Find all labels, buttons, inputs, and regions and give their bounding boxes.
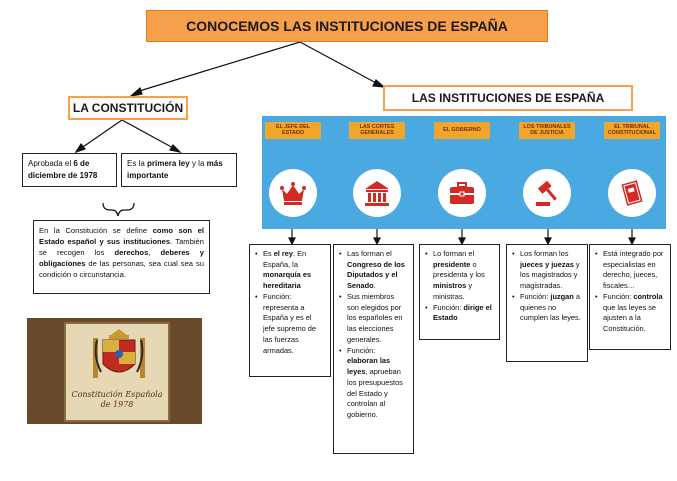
gobierno-description: • Lo forman el presidente o presidenta y los ministros y ministras. • Función: dirige el Estado bbox=[419, 244, 500, 340]
jefe-estado-description: • Es el rey. En España, la monarquía es hereditaria • Función: representa a España y es el jefe supremo de las fuerzas armadas. bbox=[249, 244, 331, 377]
parliament-icon bbox=[353, 169, 401, 217]
page-title: CONOCEMOS LAS INSTITUCIONES DE ESPAÑA bbox=[146, 10, 548, 42]
constitucion-date-box: Aprobada el 6 de diciembre de 1978 bbox=[22, 153, 117, 187]
gavel-icon bbox=[523, 169, 571, 217]
label-gobierno: EL GOBIERNO bbox=[434, 122, 490, 139]
coat-of-arms-icon bbox=[89, 326, 149, 388]
book-icon bbox=[608, 169, 656, 217]
crown-icon bbox=[269, 169, 317, 217]
label-jefe-estado: EL JEFE DEL ESTADO bbox=[265, 122, 321, 139]
photo-caption: Constitución Española de 1978 bbox=[71, 390, 163, 409]
tribunal-constitucional-description: • Está integrado por especialistas en derecho, jueces, fiscales… • Función: controla que las leyes se ajusten a la Constitución. bbox=[589, 244, 671, 350]
constitucion-rank-box: Es la primera ley y la más importante bbox=[121, 153, 237, 187]
cortes-description: • Las forman el Congreso de los Diputados y el Senado. • Sus miembros son elegidos por los españoles en las elecciones generales. • Función: elaboran las leyes, aprueban los presupuestos del Estado y controlan al gobierno. bbox=[333, 244, 414, 454]
label-cortes-generales: LAS CORTES GENERALES bbox=[349, 122, 405, 139]
constitucion-description: En la Constitución se define como son el Estado español y sus instituciones. También se recogen los derechos, deberes y obligaciones de las personas, sea cual sea su condición o circunstancia. bbox=[33, 220, 210, 294]
institutions-panel bbox=[262, 116, 666, 229]
instituciones-heading: LAS INSTITUCIONES DE ESPAÑA bbox=[383, 85, 633, 111]
constitucion-heading: LA CONSTITUCIÓN bbox=[68, 96, 188, 120]
label-tribunal-constitucional: EL TRIBUNAL CONSTITUCIONAL bbox=[604, 122, 660, 139]
label-tribunales: LOS TRIBUNALES DE JUSTICIA bbox=[519, 122, 575, 139]
tribunales-description: • Los forman los jueces y juezas y los magistrados y magistradas. • Función: juzgan a quienes no cumplen las leyes. bbox=[506, 244, 588, 362]
briefcase-icon bbox=[438, 169, 486, 217]
constitution-book-photo bbox=[27, 318, 202, 424]
